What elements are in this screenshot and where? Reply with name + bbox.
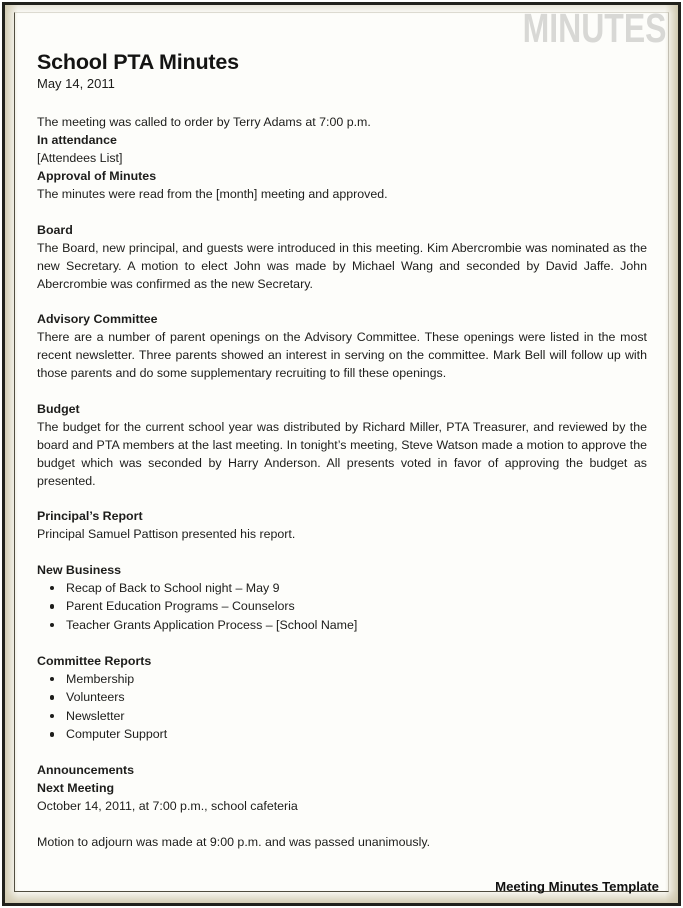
committee-reports-list	[37, 670, 647, 744]
page-title: School PTA Minutes	[37, 50, 239, 74]
document-content	[5, 5, 678, 896]
advisory-body: There are a number of parent openings on the Advisory Committee. These openings were listed in the most recent newsletter. Three parents showed an interest in serving on the committee. Mark Bell will follow up with those parents and do some supplementary recruiting to fill these openings.	[37, 330, 647, 380]
adjournment-line: Motion to adjourn was made at 9:00 p.m. and was passed unanimously.	[37, 834, 431, 849]
intro-block	[37, 113, 647, 203]
list-item: Computer Support	[37, 725, 647, 744]
principals-report-body: Principal Samuel Pattison presented his report.	[37, 527, 296, 541]
attendance-heading: In attendance	[37, 133, 117, 147]
list-item: Teacher Grants Application Process – [School Name]	[37, 616, 647, 635]
section-committee-reports	[37, 652, 647, 744]
list-item: Volunteers	[37, 688, 647, 707]
next-meeting-details: October 14, 2011, at 7:00 p.m., school cafeteria	[37, 799, 298, 813]
next-meeting-heading: Next Meeting	[37, 781, 115, 795]
approval-text: The minutes were read from the [month] meeting and approved.	[37, 187, 388, 201]
committee-reports-heading: Committee Reports	[37, 653, 152, 668]
announcements-heading: Announcements	[37, 763, 135, 777]
minutes-watermark: MINUTES	[522, 5, 666, 51]
new-business-list	[37, 579, 647, 635]
budget-heading: Budget	[37, 401, 80, 416]
list-item: Parent Education Programs – Counselors	[37, 597, 647, 616]
principals-report-heading: Principal’s Report	[37, 509, 143, 523]
template-footer-label: Meeting Minutes Template	[495, 878, 659, 894]
section-advisory-committee	[37, 310, 647, 382]
attendees-placeholder: [Attendees List]	[37, 151, 123, 165]
section-adjournment	[37, 833, 647, 851]
board-body: The Board, new principal, and guests were introduced in this meeting. Kim Abercrombie was nominated as the new Secretary. A motion to elect John was made by Michael Wang and seconded by David Jaffe. John Abercrombie was confirmed as the new Secretary.	[37, 240, 647, 291]
list-item: Membership	[37, 670, 647, 689]
section-budget	[37, 400, 647, 490]
budget-body: The budget for the current school year was distributed by Richard Miller, PTA Treasurer, and reviewed by the board and PTA members at the last meeting. In tonight’s meeting, Steve Watson made a motion to approve the budget which was seconded by Harry Anderson. All presents voted in favor of approving the budget as presented.	[37, 419, 647, 488]
section-new-business	[37, 561, 647, 635]
advisory-heading: Advisory Committee	[37, 312, 158, 326]
board-heading: Board	[37, 222, 73, 237]
section-board	[37, 221, 647, 293]
approval-heading: Approval of Minutes	[37, 169, 157, 183]
meeting-date: May 14, 2011	[37, 76, 115, 91]
new-business-heading: New Business	[37, 562, 122, 577]
call-to-order-line: The meeting was called to order by Terry Adams at 7:00 p.m.	[37, 115, 371, 129]
list-item: Newsletter	[37, 707, 647, 726]
list-item: Recap of Back to School night – May 9	[37, 579, 647, 598]
document-page	[2, 2, 681, 906]
section-announcements	[37, 761, 647, 815]
section-principals-report	[37, 507, 647, 543]
